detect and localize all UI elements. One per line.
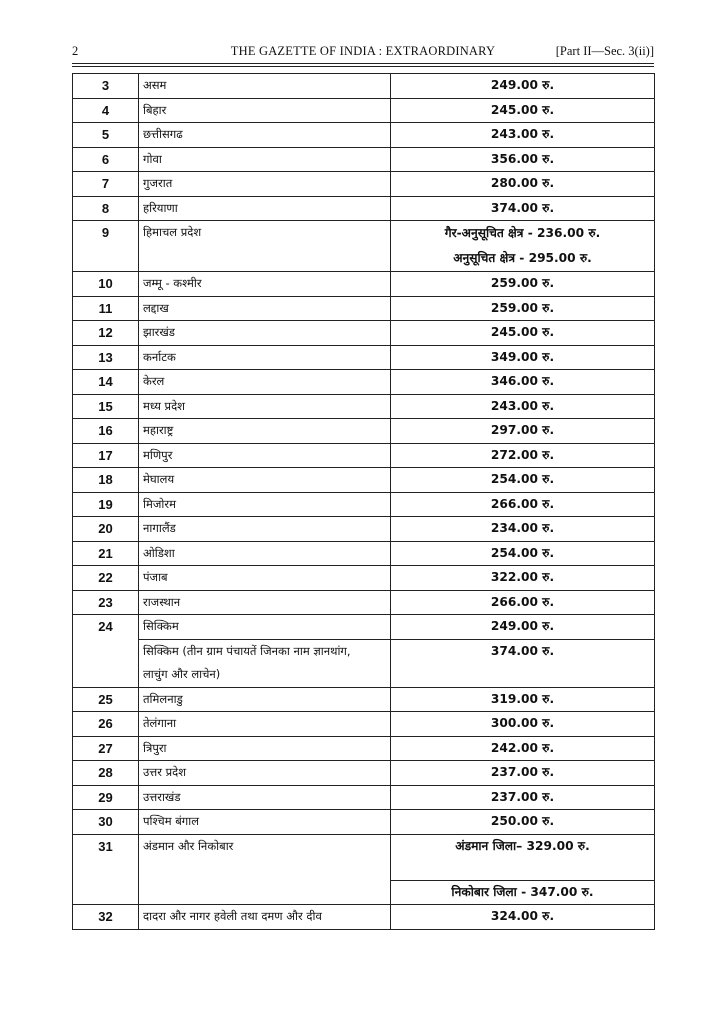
table-row — [73, 566, 655, 591]
state-name-line: लाचुंग और लाचेन) — [143, 666, 221, 681]
rate-value: 324.00 रु. — [391, 905, 655, 930]
table-row — [73, 321, 655, 346]
state-name: झारखंड — [139, 321, 391, 346]
row-number: 4 — [73, 98, 139, 123]
state-name: राजस्थान — [139, 590, 391, 615]
state-name: हिमाचल प्रदेश — [139, 221, 391, 272]
table-row — [73, 345, 655, 370]
row-number: 7 — [73, 172, 139, 197]
state-name: पंजाब — [139, 566, 391, 591]
rate-value-line: गैर-अनुसूचित क्षेत्र - 236.00 रु. — [444, 226, 601, 240]
state-name: गोवा — [139, 147, 391, 172]
state-name: मेघालय — [139, 468, 391, 493]
rate-value: 259.00 रु. — [391, 272, 655, 297]
rate-value — [391, 221, 655, 272]
rate-value-line: अनुसूचित क्षेत्र - 295.00 रु. — [453, 251, 592, 265]
row-number: 11 — [73, 296, 139, 321]
row-number: 30 — [73, 810, 139, 835]
rate-value: 349.00 रु. — [391, 345, 655, 370]
table-row — [73, 615, 655, 640]
table-row — [73, 517, 655, 542]
row-number: 18 — [73, 468, 139, 493]
row-number: 15 — [73, 394, 139, 419]
row-number: 28 — [73, 761, 139, 786]
table-row — [73, 74, 655, 99]
row-number: 5 — [73, 123, 139, 148]
row-number: 16 — [73, 419, 139, 444]
rate-value: 374.00 रु. — [391, 639, 655, 687]
table-row — [73, 98, 655, 123]
rates-table — [72, 73, 655, 930]
rate-value: 245.00 रु. — [391, 98, 655, 123]
rate-value: 237.00 रु. — [391, 761, 655, 786]
state-name: त्रिपुरा — [139, 736, 391, 761]
table-row — [73, 905, 655, 930]
state-name: हरियाणा — [139, 196, 391, 221]
state-name: लद्दाख — [139, 296, 391, 321]
state-name: नागालैंड — [139, 517, 391, 542]
row-number: 23 — [73, 590, 139, 615]
row-number: 25 — [73, 687, 139, 712]
state-name: केरल — [139, 370, 391, 395]
rate-value: निकोबार जिला - 347.00 रु. — [391, 880, 655, 905]
state-name: जम्मू - कश्मीर — [139, 272, 391, 297]
rate-value: 237.00 रु. — [391, 785, 655, 810]
state-name: तमिलनाडु — [139, 687, 391, 712]
table-row — [73, 761, 655, 786]
table-row — [73, 196, 655, 221]
state-name: ओडिशा — [139, 541, 391, 566]
row-number: 3 — [73, 74, 139, 99]
page-number: 2 — [72, 44, 79, 58]
row-number: 9 — [73, 221, 139, 272]
rate-value: 272.00 रु. — [391, 443, 655, 468]
table-row — [73, 221, 655, 272]
rate-value: 249.00 रु. — [391, 615, 655, 640]
rate-value: 346.00 रु. — [391, 370, 655, 395]
state-name: छत्तीसगढ — [139, 123, 391, 148]
state-name: सिक्किम — [139, 615, 391, 640]
table-row — [73, 123, 655, 148]
row-number: 6 — [73, 147, 139, 172]
row-number: 26 — [73, 712, 139, 737]
table-row — [73, 394, 655, 419]
table-row — [73, 147, 655, 172]
row-number: 12 — [73, 321, 139, 346]
rate-value: 243.00 रु. — [391, 123, 655, 148]
row-number: 14 — [73, 370, 139, 395]
table-row — [73, 590, 655, 615]
row-number: 21 — [73, 541, 139, 566]
table-row — [73, 272, 655, 297]
table-row — [73, 810, 655, 835]
state-name: महाराष्ट्र — [139, 419, 391, 444]
row-number: 13 — [73, 345, 139, 370]
state-name: असम — [139, 74, 391, 99]
rate-value: 322.00 रु. — [391, 566, 655, 591]
rate-value: 319.00 रु. — [391, 687, 655, 712]
row-number: 27 — [73, 736, 139, 761]
table-row — [73, 712, 655, 737]
part-section-label: [Part II—Sec. 3(ii)] — [555, 44, 654, 58]
state-name: अंडमान और निकोबार — [139, 834, 391, 905]
header-rule-top — [72, 63, 654, 64]
rate-value: 374.00 रु. — [391, 196, 655, 221]
row-number: 32 — [73, 905, 139, 930]
table-row — [73, 785, 655, 810]
state-name: गुजरात — [139, 172, 391, 197]
state-name: मध्य प्रदेश — [139, 394, 391, 419]
table-row — [73, 492, 655, 517]
rate-value: 280.00 रु. — [391, 172, 655, 197]
row-number: 19 — [73, 492, 139, 517]
row-number: 29 — [73, 785, 139, 810]
table-row — [73, 419, 655, 444]
rate-value: 250.00 रु. — [391, 810, 655, 835]
table-row — [73, 736, 655, 761]
row-number: 10 — [73, 272, 139, 297]
rate-value: 243.00 रु. — [391, 394, 655, 419]
state-name: मणिपुर — [139, 443, 391, 468]
rate-value: 245.00 रु. — [391, 321, 655, 346]
row-number: 24 — [73, 615, 139, 688]
table-row — [73, 541, 655, 566]
row-number: 17 — [73, 443, 139, 468]
state-name: उत्तराखंड — [139, 785, 391, 810]
table-row — [73, 296, 655, 321]
rate-value: 266.00 रु. — [391, 492, 655, 517]
state-name: उत्तर प्रदेश — [139, 761, 391, 786]
row-number: 20 — [73, 517, 139, 542]
rate-value: 266.00 रु. — [391, 590, 655, 615]
rate-value: 254.00 रु. — [391, 468, 655, 493]
rate-value: अंडमान जिला– 329.00 रु. — [391, 834, 655, 880]
table-row — [73, 468, 655, 493]
state-name: बिहार — [139, 98, 391, 123]
rate-value: 356.00 रु. — [391, 147, 655, 172]
rates-table-body — [73, 74, 655, 930]
state-name: पश्चिम बंगाल — [139, 810, 391, 835]
table-row — [73, 443, 655, 468]
rate-value: 249.00 रु. — [391, 74, 655, 99]
state-name: मिजोरम — [139, 492, 391, 517]
gazette-title: THE GAZETTE OF INDIA : EXTRAORDINARY — [230, 44, 496, 58]
state-name: दादरा और नागर हवेली तथा दमण और दीव — [139, 905, 391, 930]
table-row — [73, 370, 655, 395]
table-row — [73, 834, 655, 880]
header-rule-bottom — [72, 66, 654, 67]
rate-value: 254.00 रु. — [391, 541, 655, 566]
rate-value: 234.00 रु. — [391, 517, 655, 542]
state-name: कर्नाटक — [139, 345, 391, 370]
rate-value: 242.00 रु. — [391, 736, 655, 761]
state-name: तेलंगाना — [139, 712, 391, 737]
table-row — [73, 172, 655, 197]
row-number: 31 — [73, 834, 139, 905]
page-header — [72, 44, 654, 62]
state-name — [139, 639, 391, 687]
rate-value: 300.00 रु. — [391, 712, 655, 737]
rate-value: 259.00 रु. — [391, 296, 655, 321]
row-number: 22 — [73, 566, 139, 591]
row-number: 8 — [73, 196, 139, 221]
table-row — [73, 639, 655, 687]
state-name-line: सिक्किम (तीन ग्राम पंचायतें जिनका नाम ज्ञानथांग, — [143, 643, 351, 658]
rate-value: 297.00 रु. — [391, 419, 655, 444]
table-row — [73, 687, 655, 712]
